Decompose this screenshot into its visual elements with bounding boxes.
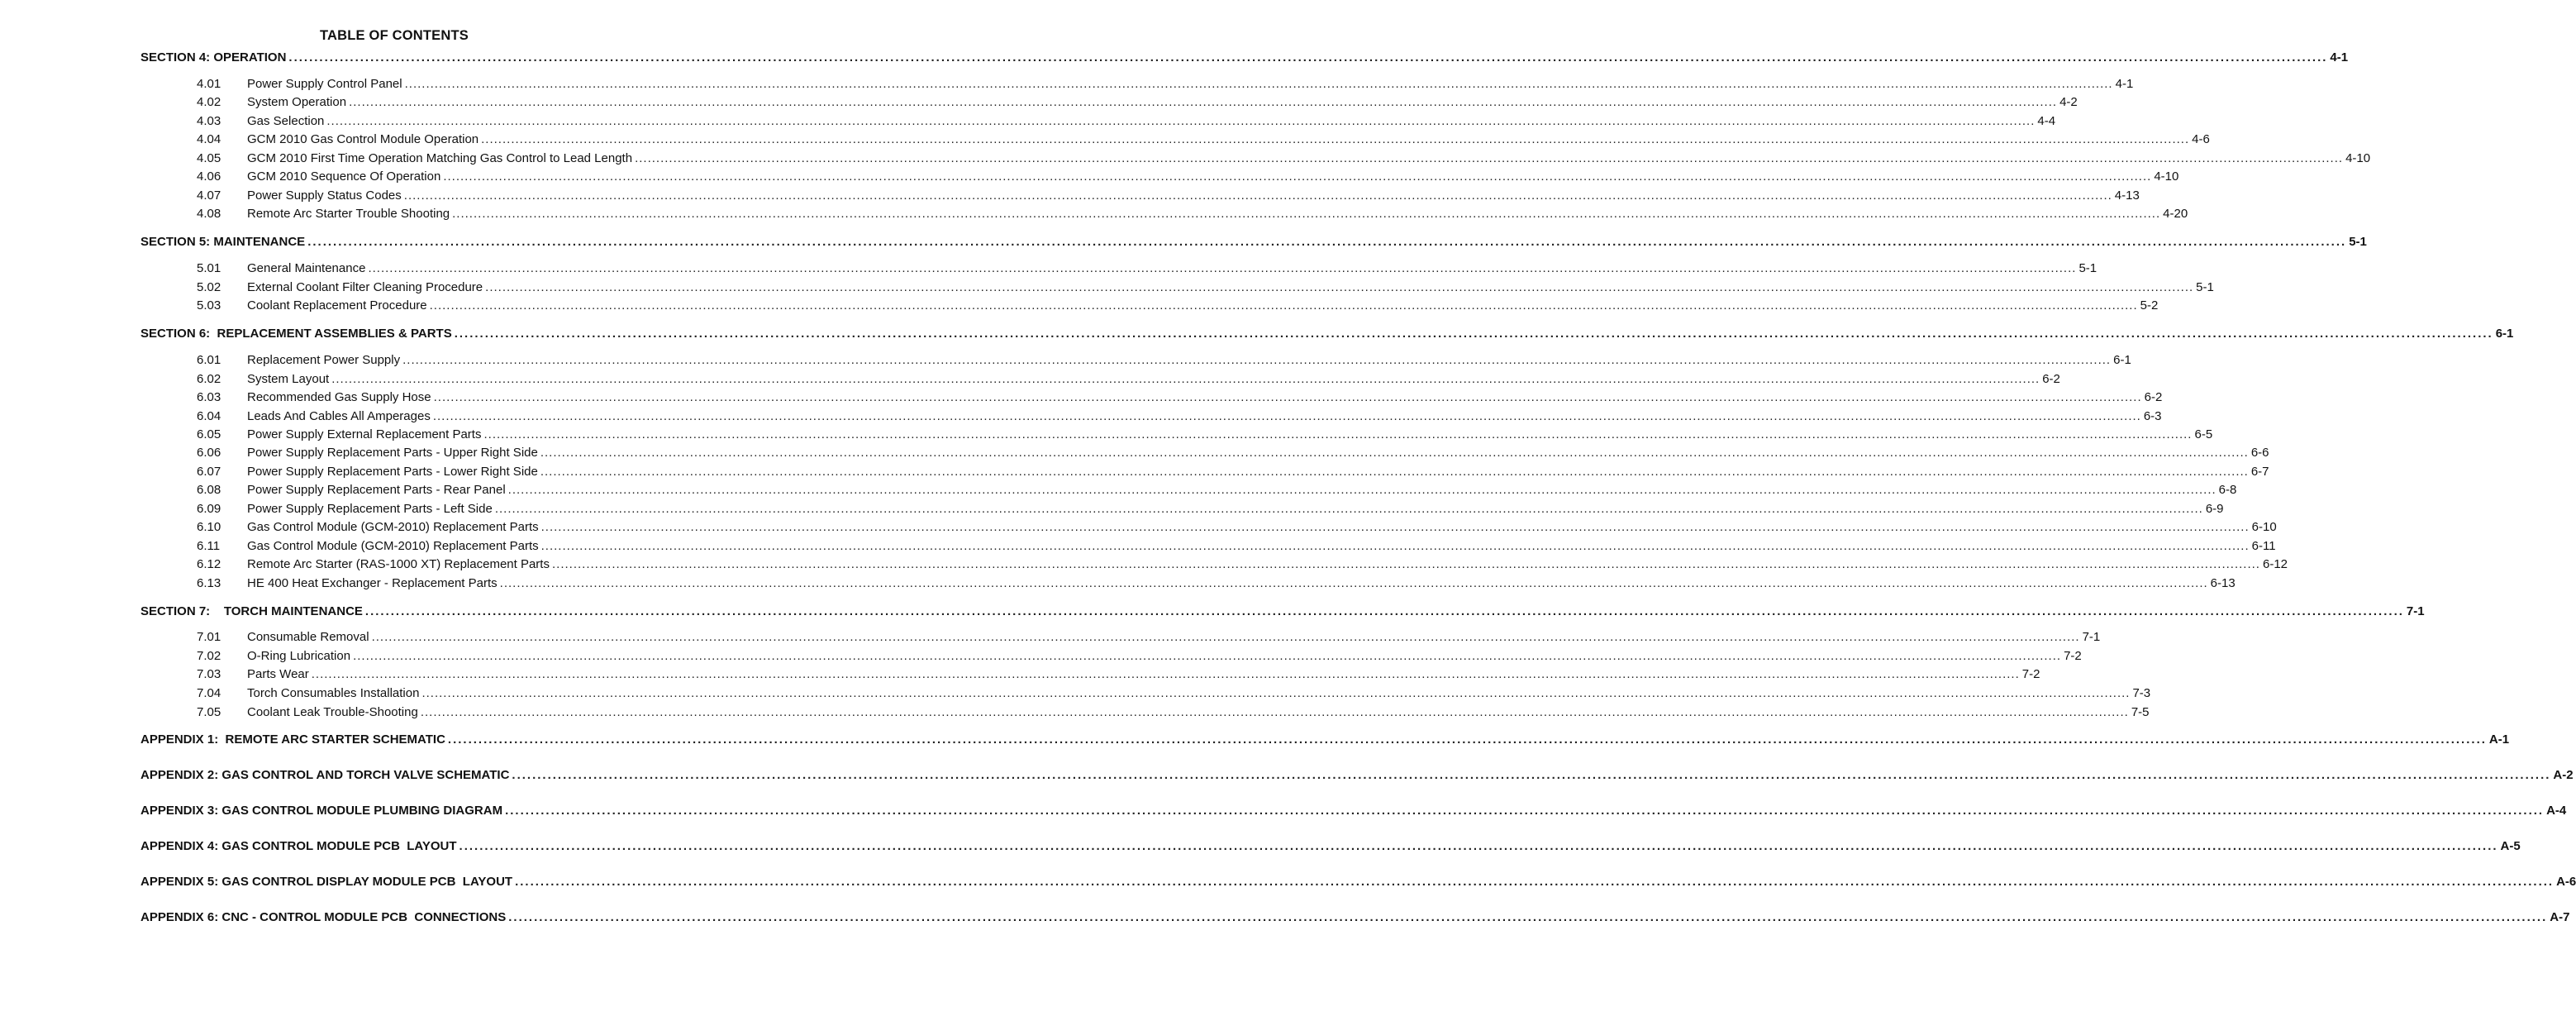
toc-entry-title: Gas Control Module (GCM-2010) Replacement Parts [247, 539, 539, 553]
toc-entry-title: O-Ring Lubrication [247, 649, 351, 663]
dot-leader: ................................................................................................................................................................................................................................................................................................................................................................................................................ [483, 427, 2193, 441]
dot-leader: ................................................................................................................................................................................................................................................................................................................................................................................................................ [307, 235, 2347, 249]
toc-entry-title: Consumable Removal [247, 630, 369, 644]
toc-entry-number: 6.09 [197, 502, 221, 516]
dot-leader: ................................................................................................................................................................................................................................................................................................................................................................................................................ [368, 261, 2077, 275]
toc-entry-title: Power Supply Control Panel [247, 77, 402, 91]
toc-section-title: APPENDIX 2: GAS CONTROL AND TORCH VALVE SCHEMATIC [140, 768, 510, 782]
toc-page-number: 4-1 [2330, 50, 2349, 64]
dot-leader: ................................................................................................................................................................................................................................................................................................................................................................................................................ [443, 169, 2152, 184]
toc-page-number: A-4 [2546, 804, 2567, 818]
toc-page-number: 4-20 [2163, 207, 2188, 221]
toc-entry-number: 6.02 [197, 372, 221, 386]
toc-entry-number: 4.01 [197, 77, 221, 91]
toc-entry-row [197, 169, 2179, 186]
dot-leader: ................................................................................................................................................................................................................................................................................................................................................................................................................ [540, 465, 2249, 479]
toc-entry-title: System Operation [247, 95, 347, 109]
toc-page-number: 5-1 [2196, 280, 2214, 294]
toc-page-number: 5-1 [2349, 235, 2367, 249]
toc-entry-row [197, 686, 2151, 703]
toc-entry-row [197, 132, 2210, 149]
toc-entry-number: 6.03 [197, 390, 221, 404]
toc-page-number: A-2 [2553, 768, 2574, 782]
toc-entry-number: 6.04 [197, 409, 221, 423]
toc-entry-row [197, 446, 2269, 462]
toc-page-number: 4-2 [2059, 95, 2078, 109]
toc-entry-row [197, 557, 2288, 574]
toc-entry-number: 7.01 [197, 630, 221, 644]
toc-page-number: 7-2 [2064, 649, 2082, 663]
dot-leader: ................................................................................................................................................................................................................................................................................................................................................................................................................ [420, 705, 2129, 719]
toc-page-number: 6-9 [2205, 502, 2224, 516]
toc-entry-number: 6.07 [197, 465, 221, 479]
toc-entry-row [197, 576, 2236, 593]
dot-leader: ................................................................................................................................................................................................................................................................................................................................................................................................................ [326, 114, 2036, 128]
toc-page-number: A-6 [2556, 875, 2576, 889]
dot-leader: ................................................................................................................................................................................................................................................................................................................................................................................................................ [494, 502, 2203, 516]
toc-section-title: SECTION 6: REPLACEMENT ASSEMBLIES & PARTS [140, 327, 452, 341]
toc-section-row [140, 50, 2349, 67]
dot-leader: ................................................................................................................................................................................................................................................................................................................................................................................................................ [353, 649, 2062, 663]
dot-leader: ................................................................................................................................................................................................................................................................................................................................................................................................................ [402, 353, 2112, 367]
toc-page-number: 6-12 [2262, 557, 2288, 571]
dot-leader: ................................................................................................................................................................................................................................................................................................................................................................................................................ [364, 604, 2404, 618]
toc-page-number: 6-2 [2042, 372, 2060, 386]
toc-section-row [140, 875, 2576, 891]
toc-entry-row [197, 298, 2159, 315]
toc-entry-number: 4.05 [197, 151, 221, 165]
toc-entry-row [197, 539, 2276, 556]
toc-entry-number: 4.06 [197, 169, 221, 184]
dot-leader: ................................................................................................................................................................................................................................................................................................................................................................................................................ [433, 390, 2142, 404]
toc-entry-number: 5.02 [197, 280, 221, 294]
toc-entry-number: 4.02 [197, 95, 221, 109]
toc-entry-number: 6.01 [197, 353, 221, 367]
dot-leader: ................................................................................................................................................................................................................................................................................................................................................................................................................ [515, 875, 2555, 889]
toc-section-title: APPENDIX 5: GAS CONTROL DISPLAY MODULE PCB LAYOUT [140, 875, 513, 889]
toc-entry-title: Gas Selection [247, 114, 325, 128]
toc-entry-row [197, 207, 2188, 223]
toc-entry-number: 5.01 [197, 261, 221, 275]
toc-entry-title: Recommended Gas Supply Hose [247, 390, 431, 404]
toc-entry-row [197, 353, 2131, 370]
toc-entry-number: 7.03 [197, 667, 221, 681]
toc-entry-number: 4.03 [197, 114, 221, 128]
toc-page-number: A-5 [2500, 839, 2521, 853]
toc-entry-number: 7.02 [197, 649, 221, 663]
toc-section-row [140, 839, 2521, 856]
dot-leader: ................................................................................................................................................................................................................................................................................................................................................................................................................ [288, 50, 2328, 64]
toc-section-title: APPENDIX 3: GAS CONTROL MODULE PLUMBING DIAGRAM [140, 804, 503, 818]
toc-entry-row [197, 114, 2056, 131]
dot-leader: ................................................................................................................................................................................................................................................................................................................................................................................................................ [429, 298, 2138, 313]
toc-page-number: 6-5 [2194, 427, 2213, 441]
page-title: TABLE OF CONTENTS [319, 28, 469, 43]
toc-entry-row [197, 465, 2269, 481]
toc-page-number: 6-2 [2144, 390, 2163, 404]
toc-entry-number: 6.11 [197, 539, 221, 553]
toc-page-number: A-7 [2550, 910, 2570, 924]
toc-page-number: 4-1 [2115, 77, 2134, 91]
dot-leader: ................................................................................................................................................................................................................................................................................................................................................................................................................ [432, 409, 2141, 423]
toc-entry-title: External Coolant Filter Cleaning Procedure [247, 280, 483, 294]
toc-page-number: 6-10 [2251, 520, 2277, 534]
toc-entry-title: Power Supply Replacement Parts - Left Side [247, 502, 493, 516]
toc-entry-row [197, 95, 2078, 112]
toc-entry-title: System Layout [247, 372, 330, 386]
toc-page-number: 4-6 [2192, 132, 2210, 146]
toc-entry-row [197, 280, 2214, 297]
toc-entry-row [197, 630, 2101, 646]
toc-entry-title: GCM 2010 Sequence Of Operation [247, 169, 441, 184]
toc-entry-title: Coolant Leak Trouble-Shooting [247, 705, 418, 719]
toc-page-number: 6-1 [2495, 327, 2514, 341]
toc-entry-title: Gas Control Module (GCM-2010) Replacement Parts [247, 520, 539, 534]
dot-leader: ................................................................................................................................................................................................................................................................................................................................................................................................................ [447, 732, 2487, 747]
toc-section-title: APPENDIX 1: REMOTE ARC STARTER SCHEMATIC [140, 732, 445, 747]
toc-page-number: 6-7 [2250, 465, 2269, 479]
toc-entry-number: 6.13 [197, 576, 221, 590]
toc-entry-title: GCM 2010 First Time Operation Matching Gas Control to Lead Length [247, 151, 633, 165]
dot-leader: ................................................................................................................................................................................................................................................................................................................................................................................................................ [540, 446, 2249, 460]
toc-entry-title: Power Supply Replacement Parts - Rear Panel [247, 483, 506, 497]
toc-entry-row [197, 77, 2134, 93]
toc-entry-number: 4.07 [197, 188, 221, 203]
dot-leader: ................................................................................................................................................................................................................................................................................................................................................................................................................ [499, 576, 2208, 590]
dot-leader: ................................................................................................................................................................................................................................................................................................................................................................................................................ [485, 280, 2194, 294]
toc-entry-number: 7.05 [197, 705, 221, 719]
toc-page-number: 7-1 [2082, 630, 2101, 644]
dot-leader: ................................................................................................................................................................................................................................................................................................................................................................................................................ [540, 539, 2250, 553]
toc-page-number: 6-8 [2218, 483, 2237, 497]
toc-entry-row [197, 188, 2140, 205]
dot-leader: ................................................................................................................................................................................................................................................................................................................................................................................................................ [505, 804, 2545, 818]
toc-entry-title: GCM 2010 Gas Control Module Operation [247, 132, 479, 146]
toc-entry-title: Remote Arc Starter (RAS-1000 XT) Replacement Parts [247, 557, 550, 571]
toc-entry-number: 6.06 [197, 446, 221, 460]
toc-page-number: 7-3 [2132, 686, 2151, 700]
dot-leader: ................................................................................................................................................................................................................................................................................................................................................................................................................ [540, 520, 2250, 534]
toc-section-row [140, 910, 2570, 927]
toc-entry-title: Leads And Cables All Amperages [247, 409, 431, 423]
toc-entry-number: 4.08 [197, 207, 221, 221]
dot-leader: ................................................................................................................................................................................................................................................................................................................................................................................................................ [512, 768, 2551, 782]
toc-entry-number: 6.10 [197, 520, 221, 534]
dot-leader: ................................................................................................................................................................................................................................................................................................................................................................................................................ [371, 630, 2080, 644]
toc-entry-row [197, 649, 2082, 666]
dot-leader: ................................................................................................................................................................................................................................................................................................................................................................................................................ [349, 95, 2058, 109]
dot-leader: ................................................................................................................................................................................................................................................................................................................................................................................................................ [454, 327, 2493, 341]
dot-leader: ................................................................................................................................................................................................................................................................................................................................................................................................................ [551, 557, 2260, 571]
dot-leader: ................................................................................................................................................................................................................................................................................................................................................................................................................ [452, 207, 2161, 221]
toc-page-number: 5-2 [2140, 298, 2159, 313]
dot-leader: ................................................................................................................................................................................................................................................................................................................................................................................................................ [635, 151, 2344, 165]
toc-section-row [140, 732, 2510, 749]
toc-section-row [140, 327, 2514, 343]
dot-leader: ................................................................................................................................................................................................................................................................................................................................................................................................................ [404, 77, 2113, 91]
toc-page-number: 4-10 [2345, 151, 2371, 165]
dot-leader: ................................................................................................................................................................................................................................................................................................................................................................................................................ [508, 910, 2548, 924]
toc-entry-number: 6.08 [197, 483, 221, 497]
toc-entry-number: 4.04 [197, 132, 221, 146]
toc-entry-title: Coolant Replacement Procedure [247, 298, 427, 313]
toc-entry-title: HE 400 Heat Exchanger - Replacement Parts [247, 576, 498, 590]
toc-entry-title: Power Supply External Replacement Parts [247, 427, 482, 441]
toc-page-number: 6-11 [2251, 539, 2276, 553]
toc-entry-row [197, 520, 2277, 537]
toc-entry-number: 7.04 [197, 686, 221, 700]
toc-entry-row [197, 261, 2097, 278]
toc-entry-row [197, 667, 2040, 684]
toc-entry-row [197, 151, 2371, 168]
toc-section-row [140, 804, 2567, 820]
toc-page-number: A-1 [2488, 732, 2510, 747]
toc-section-row [140, 604, 2425, 621]
dot-leader: ................................................................................................................................................................................................................................................................................................................................................................................................................ [421, 686, 2131, 700]
toc-entry-title: General Maintenance [247, 261, 366, 275]
dot-leader: ................................................................................................................................................................................................................................................................................................................................................................................................................ [331, 372, 2040, 386]
toc-entry-title: Parts Wear [247, 667, 309, 681]
dot-leader: ................................................................................................................................................................................................................................................................................................................................................................................................................ [507, 483, 2217, 497]
toc-section-title: APPENDIX 6: CNC - CONTROL MODULE PCB CONNECTIONS [140, 910, 507, 924]
dot-leader: ................................................................................................................................................................................................................................................................................................................................................................................................................ [403, 188, 2112, 203]
toc-entry-number: 5.03 [197, 298, 221, 313]
toc-entry-row [197, 483, 2237, 499]
toc-page-number: 7-5 [2131, 705, 2150, 719]
toc-page-number: 7-2 [2021, 667, 2040, 681]
toc-entry-row [197, 502, 2224, 518]
toc-entry-title: Replacement Power Supply [247, 353, 401, 367]
toc-page-number: 4-13 [2114, 188, 2140, 203]
toc-section-row [140, 235, 2367, 251]
toc-section-title: APPENDIX 4: GAS CONTROL MODULE PCB LAYOUT [140, 839, 457, 853]
toc-entry-title: Torch Consumables Installation [247, 686, 420, 700]
toc-page-number: 6-1 [2113, 353, 2131, 367]
toc-section-row [140, 768, 2574, 785]
toc-entry-title: Remote Arc Starter Trouble Shooting [247, 207, 450, 221]
toc-entry-number: 6.05 [197, 427, 221, 441]
toc-page-number: 6-3 [2143, 409, 2162, 423]
dot-leader: ................................................................................................................................................................................................................................................................................................................................................................................................................ [481, 132, 2190, 146]
toc-entry-title: Power Supply Status Codes [247, 188, 402, 203]
toc-page-number: 6-13 [2210, 576, 2236, 590]
toc-entry-row [197, 409, 2162, 426]
toc-section-title: SECTION 4: OPERATION [140, 50, 287, 64]
dot-leader: ................................................................................................................................................................................................................................................................................................................................................................................................................ [459, 839, 2498, 853]
toc-entry-title: Power Supply Replacement Parts - Upper Right Side [247, 446, 538, 460]
toc-entry-row [197, 427, 2213, 444]
toc-page-number: 4-4 [2037, 114, 2056, 128]
toc-page-number: 6-6 [2250, 446, 2269, 460]
toc-entry-row [197, 372, 2060, 389]
dot-leader: ................................................................................................................................................................................................................................................................................................................................................................................................................ [311, 667, 2020, 681]
toc-page-number: 5-1 [2078, 261, 2097, 275]
toc-entry-number: 6.12 [197, 557, 221, 571]
toc-entry-row [197, 390, 2163, 407]
toc-page-number: 7-1 [2406, 604, 2425, 618]
toc-page-number: 4-10 [2154, 169, 2179, 184]
toc-entry-title: Power Supply Replacement Parts - Lower Right Side [247, 465, 538, 479]
toc-entry-row [197, 705, 2150, 722]
toc-section-title: SECTION 7: TORCH MAINTENANCE [140, 604, 363, 618]
toc-section-title: SECTION 5: MAINTENANCE [140, 235, 306, 249]
